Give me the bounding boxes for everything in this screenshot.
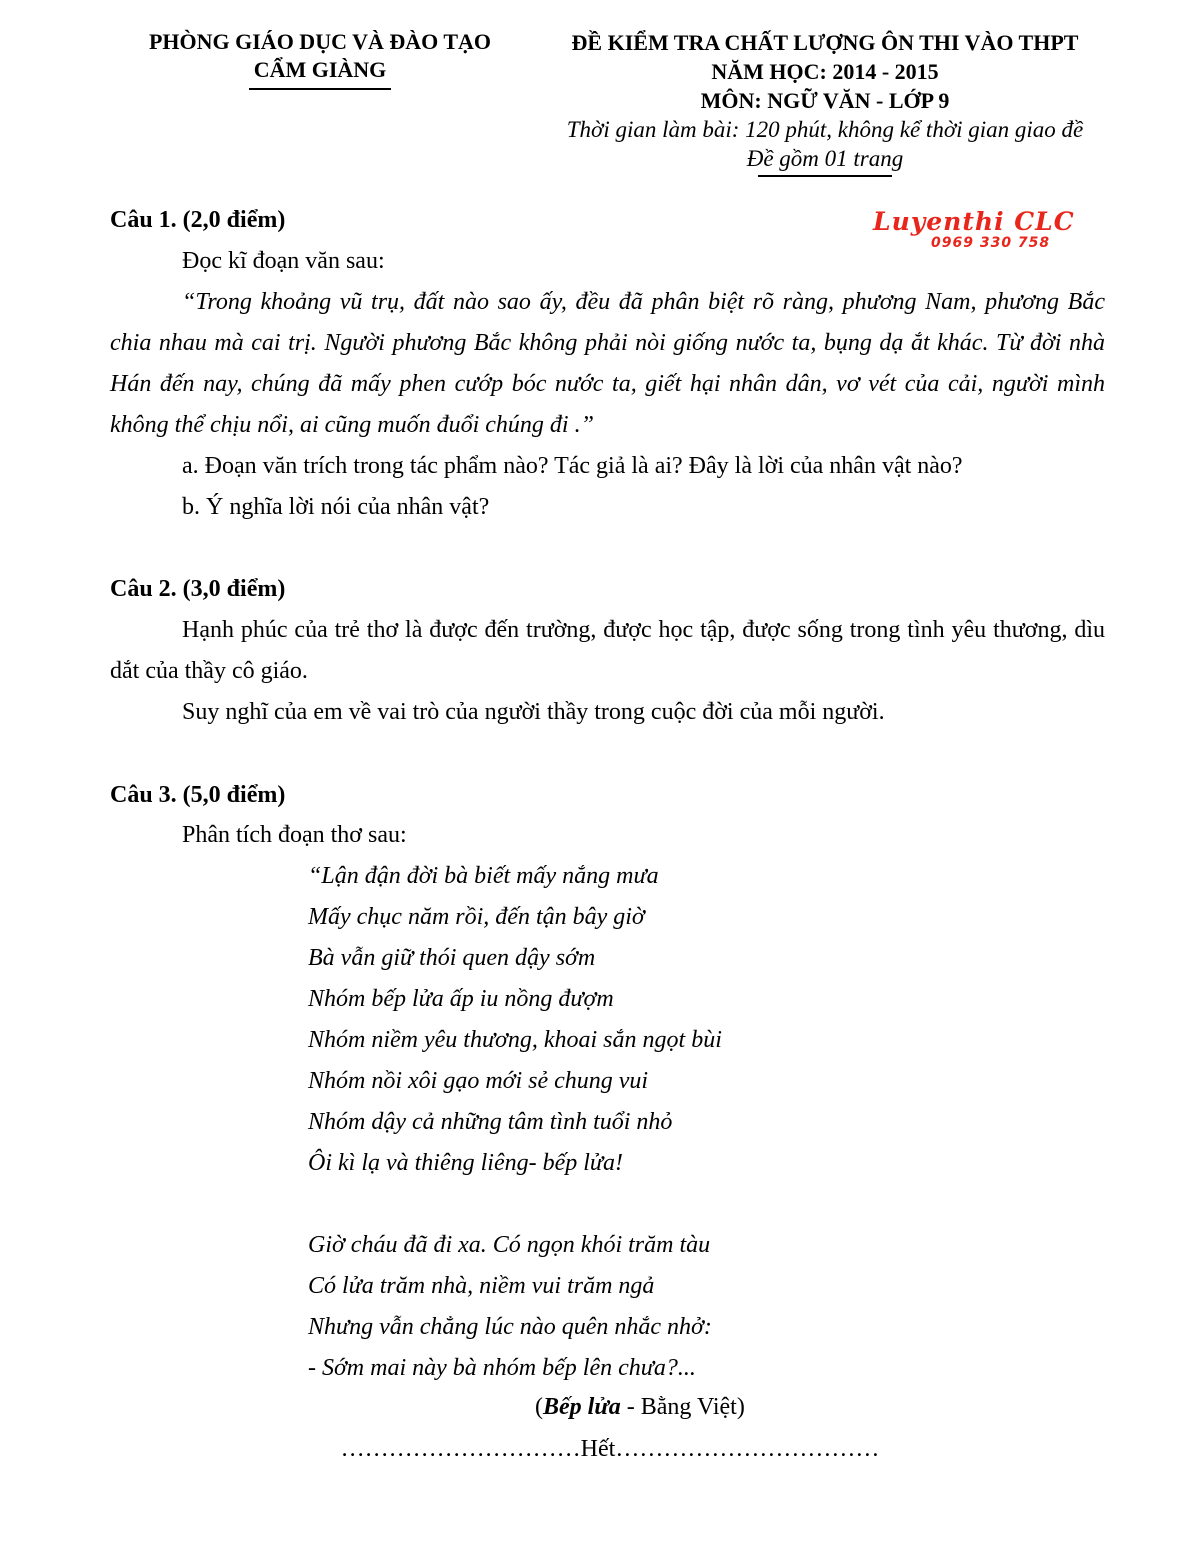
exam-title-block — [520, 28, 1130, 177]
poem-line: Nhóm dậy cả những tâm tình tuổi nhỏ — [308, 1109, 673, 1135]
exam-pages: Đề gồm 01 trang — [746, 146, 904, 171]
poem-stanza-2 — [308, 1225, 1008, 1389]
poem-line: Nhóm niềm yêu thương, khoai sắn ngọt bùi — [308, 1027, 722, 1053]
source-open-paren: ( — [535, 1394, 543, 1420]
q1-part-b: b. Ý nghĩa lời nói của nhân vật? — [182, 494, 490, 520]
issuer-block — [125, 28, 515, 90]
q2-task: Suy nghĩ của em về vai trò của người thầy trong cuộc đời của mỗi người. — [182, 699, 885, 725]
poem-line: - Sớm mai này bà nhóm bếp lên chưa?... — [308, 1355, 696, 1381]
poem-line: Ôi kì lạ và thiêng liêng- bếp lửa! — [308, 1150, 624, 1176]
poem-line: Nhóm bếp lửa ấp iu nồng đượm — [308, 986, 614, 1012]
watermark-name: Luyenthi CLC — [873, 207, 1075, 236]
title-underline — [758, 175, 892, 177]
poem-line: Mấy chục năm rồi, đến tận bây giờ — [308, 904, 645, 930]
end-marker: …………………………Hết…………………………… — [340, 1436, 880, 1462]
q2-prompt: Hạnh phúc của trẻ thơ là được đến trường, được học tập, được sống trong tình yêu thương, dìu dắt của thầy cô giáo. — [110, 617, 1105, 684]
poem-line: Có lửa trăm nhà, niềm vui trăm ngả — [308, 1273, 655, 1299]
q1-instruction: Đọc kĩ đoạn văn sau: — [182, 248, 385, 274]
exam-time: Thời gian làm bài: 120 phút, không kể thời gian giao đề — [566, 117, 1084, 142]
poem-line: Nhóm nồi xôi gạo mới sẻ chung vui — [308, 1068, 649, 1094]
source-author: - Bằng Việt) — [620, 1394, 745, 1420]
issuer-underline — [249, 88, 391, 90]
q3-heading: Câu 3. (5,0 điểm) — [110, 782, 286, 808]
poem-line: Giờ cháu đã đi xa. Có ngọn khói trăm tàu — [308, 1232, 711, 1258]
issuer-district: CẨM GIÀNG — [253, 57, 387, 82]
poem-line: “Lận đận đời bà biết mấy nắng mưa — [308, 863, 659, 889]
poem-line: Nhưng vẫn chẳng lúc nào quên nhắc nhở: — [308, 1314, 712, 1340]
issuer-department: PHÒNG GIÁO DỤC VÀ ĐÀO TẠO — [148, 29, 492, 54]
poem-source — [535, 1390, 745, 1424]
q2-heading: Câu 2. (3,0 điểm) — [110, 576, 286, 602]
source-title: Bếp lửa — [543, 1394, 621, 1420]
q1-part-a: a. Đoạn văn trích trong tác phẩm nào? Tác giả là ai? Đây là lời của nhân vật nào? — [182, 453, 963, 479]
poem-line: Bà vẫn giữ thói quen dậy sớm — [308, 945, 596, 971]
exam-title: ĐỀ KIỂM TRA CHẤT LƯỢNG ÔN THI VÀO THPT — [571, 30, 1079, 55]
poem-stanza-1 — [308, 856, 1008, 1184]
exam-subject: MÔN: NGỮ VĂN - LỚP 9 — [700, 88, 950, 113]
q3-instruction: Phân tích đoạn thơ sau: — [182, 822, 407, 848]
watermark-phone: 0969 330 758 — [931, 235, 1051, 251]
exam-year: NĂM HỌC: 2014 - 2015 — [711, 59, 939, 84]
q1-heading: Câu 1. (2,0 điểm) — [110, 207, 286, 233]
q1-passage: “Trong khoảng vũ trụ, đất nào sao ấy, đều đã phân biệt rõ ràng, phương Nam, phương Bắc chia nhau mà cai trị. Người phương Bắc không phải nòi giống nước ta, bụng dạ ắt khác. Từ đời nhà Hán đến nay, chúng đã mấy phen cướp bóc nước ta, giết hại nhân dân, vơ vét của cải, người mình không thể chịu nổi, ai cũng muốn đuổi chúng đi .” — [110, 289, 1105, 438]
